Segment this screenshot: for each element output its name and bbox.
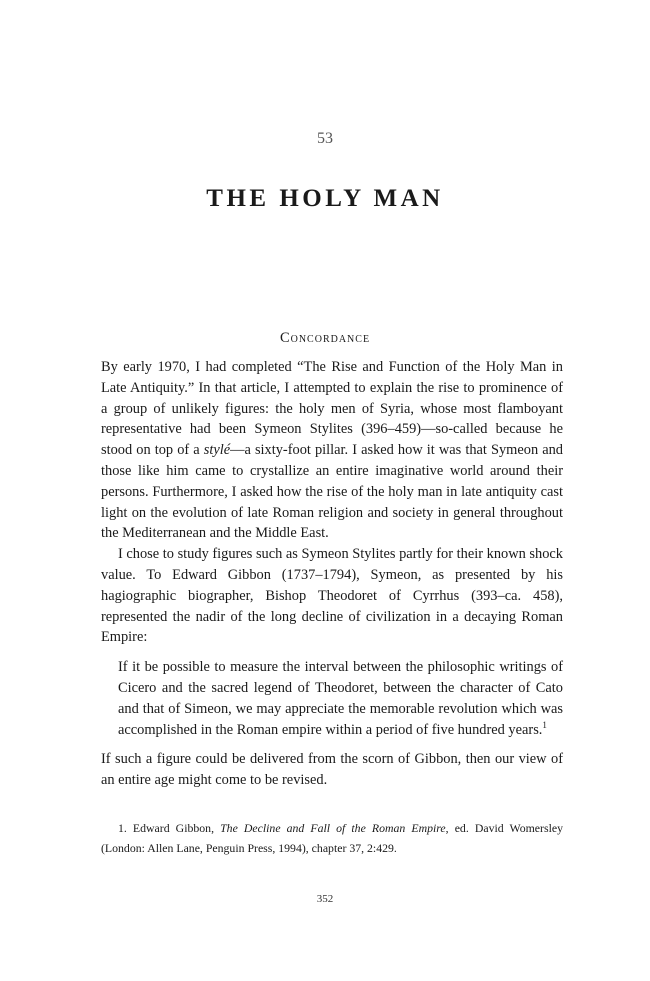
block-quote — [118, 657, 563, 740]
body-text — [101, 357, 563, 791]
footnote-lead: 1. Edward Gibbon, — [118, 821, 221, 835]
section-heading: Concordance — [279, 330, 371, 346]
page-number: 352 — [316, 893, 334, 905]
paragraph-1 — [101, 357, 563, 544]
paragraph-1-text-end: —a sixty-foot pillar. I asked how it was that Symeon and those like him came to crystallize an entire imaginative world around their persons. Furthermore, I asked how the rise of the holy man in late antiquity cast light on the evolution of late Roman religion and society in general throughout the Mediterranean and the Middle East. — [101, 442, 563, 542]
chapter-number: 53 — [317, 130, 333, 147]
block-quote-text: If it be possible to measure the interval between the philosophic writings of Cicero and the sacred legend of Theodoret, between the character of Cato and that of Simeon, we may appreciate the memorable revolution which was accomplished in the Roman empire within a period of five hundred years. — [118, 659, 563, 738]
paragraph-1-text: By early 1970, I had completed “The Rise and Function of the Holy Man in Late Antiquity.” In that article, I attempted to explain the rise to prominence of a group of unlikely figures: the holy men of Syria, whose most flamboyant representative had been Symeon Stylites (396–459)—so-called because he stood on top of a — [101, 359, 563, 459]
footnote-book-title: The Decline and Fall of the Roman Empire — [220, 821, 446, 835]
footnote-reference[interactable]: 1 — [542, 719, 547, 730]
chapter-title: THE HOLY MAN — [206, 185, 444, 212]
paragraph-2: I chose to study figures such as Symeon Stylites partly for their known shock value. To Edward Gibbon (1737–1794), Symeon, as presented by his hagiographic biographer, Bishop Theodoret of Cyrrhus (393–ca. 458), represented the nadir of the long decline of civilization in a decaying Roman Empire: — [101, 546, 563, 646]
footnote-rest: , ed. David Womersley (London: Allen Lane, Penguin Press, 1994), chapter 37, 2:429. — [101, 821, 563, 855]
footnote — [101, 818, 563, 858]
paragraph-1-italic-term: stylé — [203, 442, 231, 459]
paragraph-3: If such a figure could be delivered from the scorn of Gibbon, then our view of an entire age might come to be revised. — [101, 751, 563, 789]
